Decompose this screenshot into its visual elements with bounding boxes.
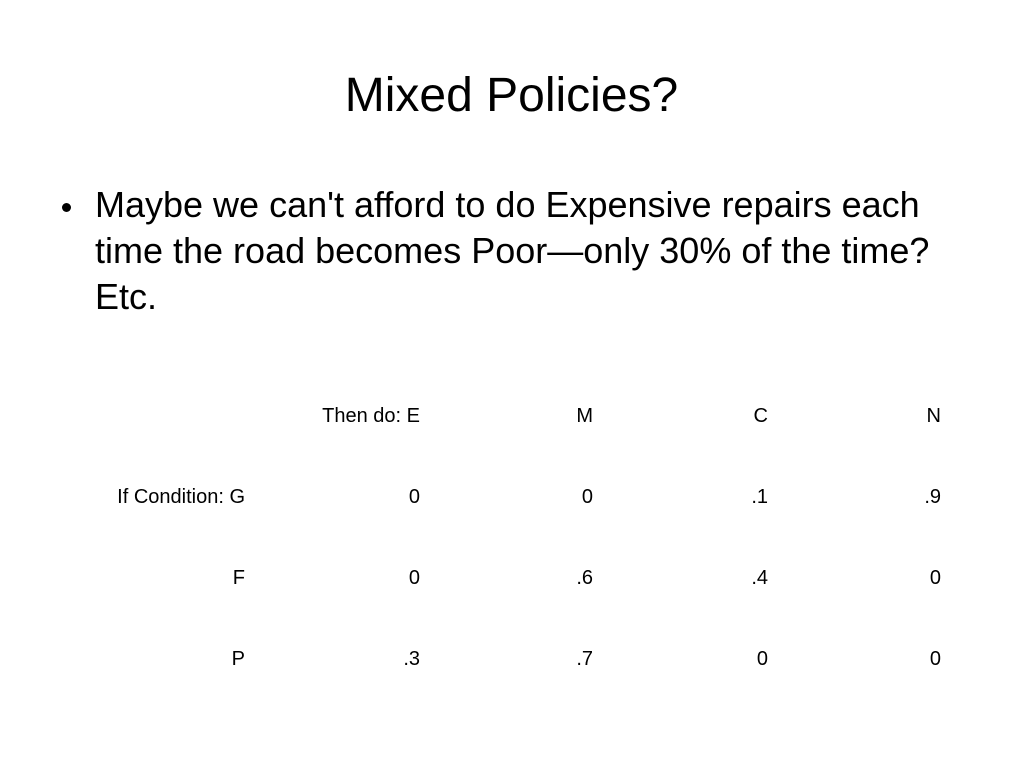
table-cell: .6 xyxy=(576,567,593,589)
table-cell: .4 xyxy=(751,567,768,589)
bullet-text: Maybe we can't afford to do Expensive repairs each time the road becomes Poor—only 30% of the time? Etc. xyxy=(95,184,930,317)
column-header-c: C xyxy=(753,405,768,427)
table-cell: 0 xyxy=(408,567,420,589)
table-cell: 0 xyxy=(756,648,768,670)
table-cell: .9 xyxy=(924,486,941,508)
table-cell: 0 xyxy=(581,486,593,508)
column-header-n: N xyxy=(926,405,941,427)
column-header-e: Then do: E xyxy=(322,405,420,427)
table-cell: .7 xyxy=(576,648,593,670)
slide-title: Mixed Policies? xyxy=(344,69,679,122)
table-cell: 0 xyxy=(929,567,941,589)
table-cell: .3 xyxy=(403,648,420,670)
row-label-p: P xyxy=(231,648,245,670)
column-header-m: M xyxy=(576,405,593,427)
table-cell: 0 xyxy=(929,648,941,670)
table-cell: .1 xyxy=(751,486,768,508)
table-cell: 0 xyxy=(408,486,420,508)
row-label-f: F xyxy=(232,567,245,589)
row-label-g: If Condition: G xyxy=(117,486,245,508)
